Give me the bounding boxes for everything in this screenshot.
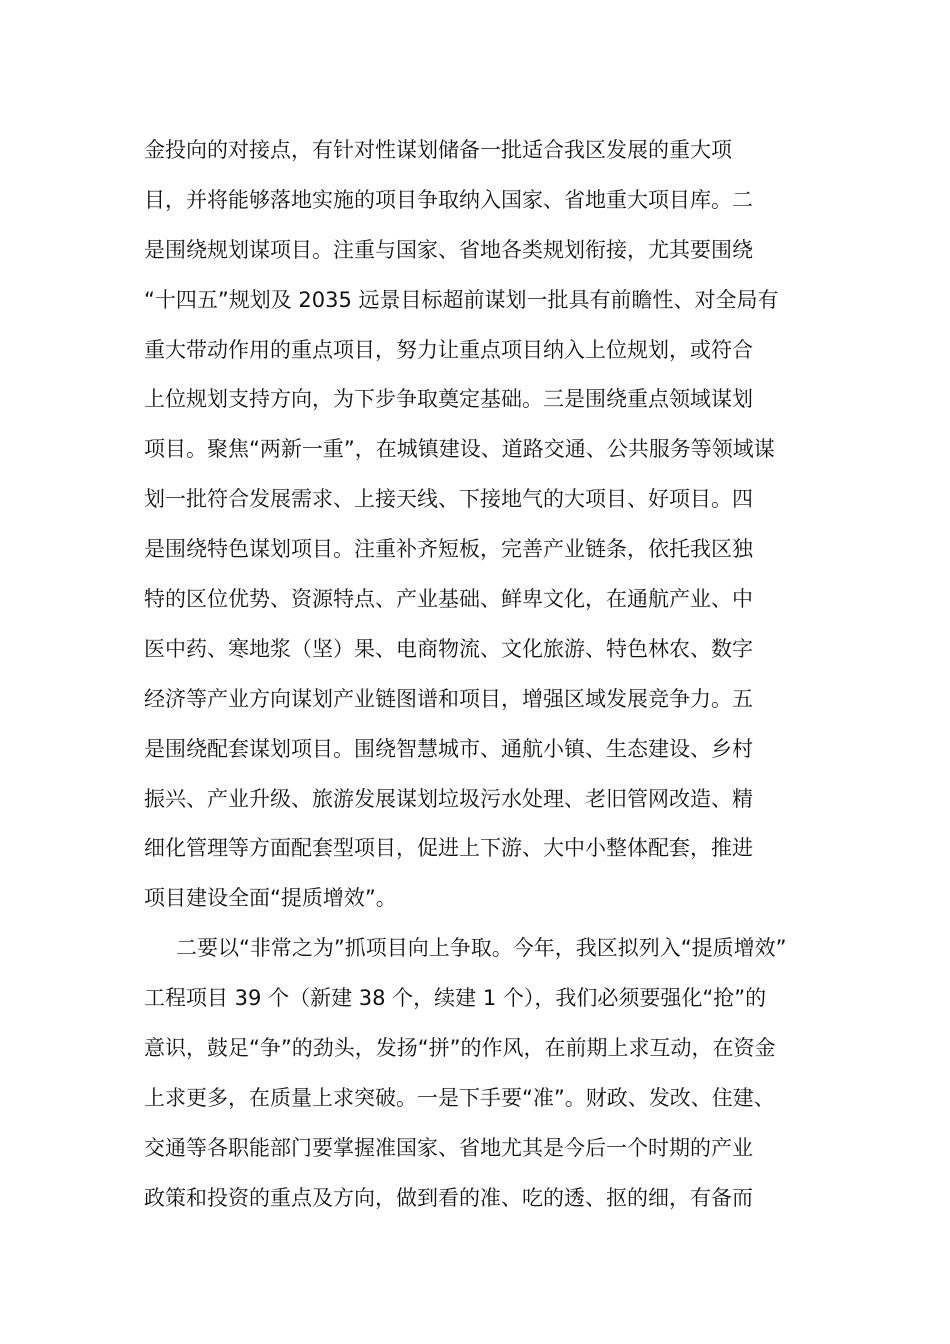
text-line: “十四五”规划及 2035 远景目标超前谋划一批具有前瞻性、对全局有 [144,287,779,312]
text-line: 医中药、寒地浆（坚）果、电商物流、文化旅游、特色林农、数字 [144,636,753,661]
text-line: 是围绕配套谋划项目。围绕智慧城市、通航小镇、生态建设、乡村 [144,736,753,761]
text-line: 交通等各职能部门要掌握准国家、省地尤其是今后一个时期的产业 [144,1135,753,1160]
text-line: 特的区位优势、资源特点、产业基础、鲜卑文化，在通航产业、中 [144,587,753,612]
text-line: 细化管理等方面配套型项目，促进上下游、大中小整体配套，推进 [144,836,753,861]
text-line: 经济等产业方向谋划产业链图谱和项目，增强区域发展竞争力。五 [144,686,753,711]
text-line: 项目建设全面“提质增效”。 [144,886,397,911]
document-body [144,126,824,1224]
paragraph-start-line: 二要以“非常之为”抓项目向上争取。今年，我区拟列入“提质增效” [176,936,787,961]
text-line: 上求更多，在质量上求突破。一是下手要“准”。财政、发改、住建、 [144,1085,775,1110]
text-line: 项目。聚焦“两新一重”，在城镇建设、道路交通、公共服务等领域谋 [144,437,775,462]
text-line: 是围绕规划谋项目。注重与国家、省地各类规划衔接，尤其要围绕 [144,237,753,262]
text-line: 重大带动作用的重点项目，努力让重点项目纳入上位规划，或符合 [144,337,753,362]
text-line: 工程项目 39 个（新建 38 个，续建 1 个），我们必须要强化“抢”的 [144,986,767,1011]
text-line: 是围绕特色谋划项目。注重补齐短板，完善产业链条，依托我区独 [144,537,753,562]
text-line: 政策和投资的重点及方向，做到看的准、吃的透、抠的细，有备而 [144,1185,753,1210]
text-line: 划一批符合发展需求、上接天线、下接地气的大项目、好项目。四 [144,487,753,512]
text-line: 上位规划支持方向，为下步争取奠定基础。三是围绕重点领域谋划 [144,387,753,412]
text-line: 金投向的对接点，有针对性谋划储备一批适合我区发展的重大项 [144,138,732,162]
text-line: 意识，鼓足“争”的劲头，发扬“拼”的作风，在前期上求互动，在资金 [144,1036,776,1061]
text-line: 振兴、产业升级、旅游发展谋划垃圾污水处理、老旧管网改造、精 [144,786,753,811]
text-line: 目，并将能够落地实施的项目争取纳入国家、省地重大项目库。二 [144,187,753,212]
